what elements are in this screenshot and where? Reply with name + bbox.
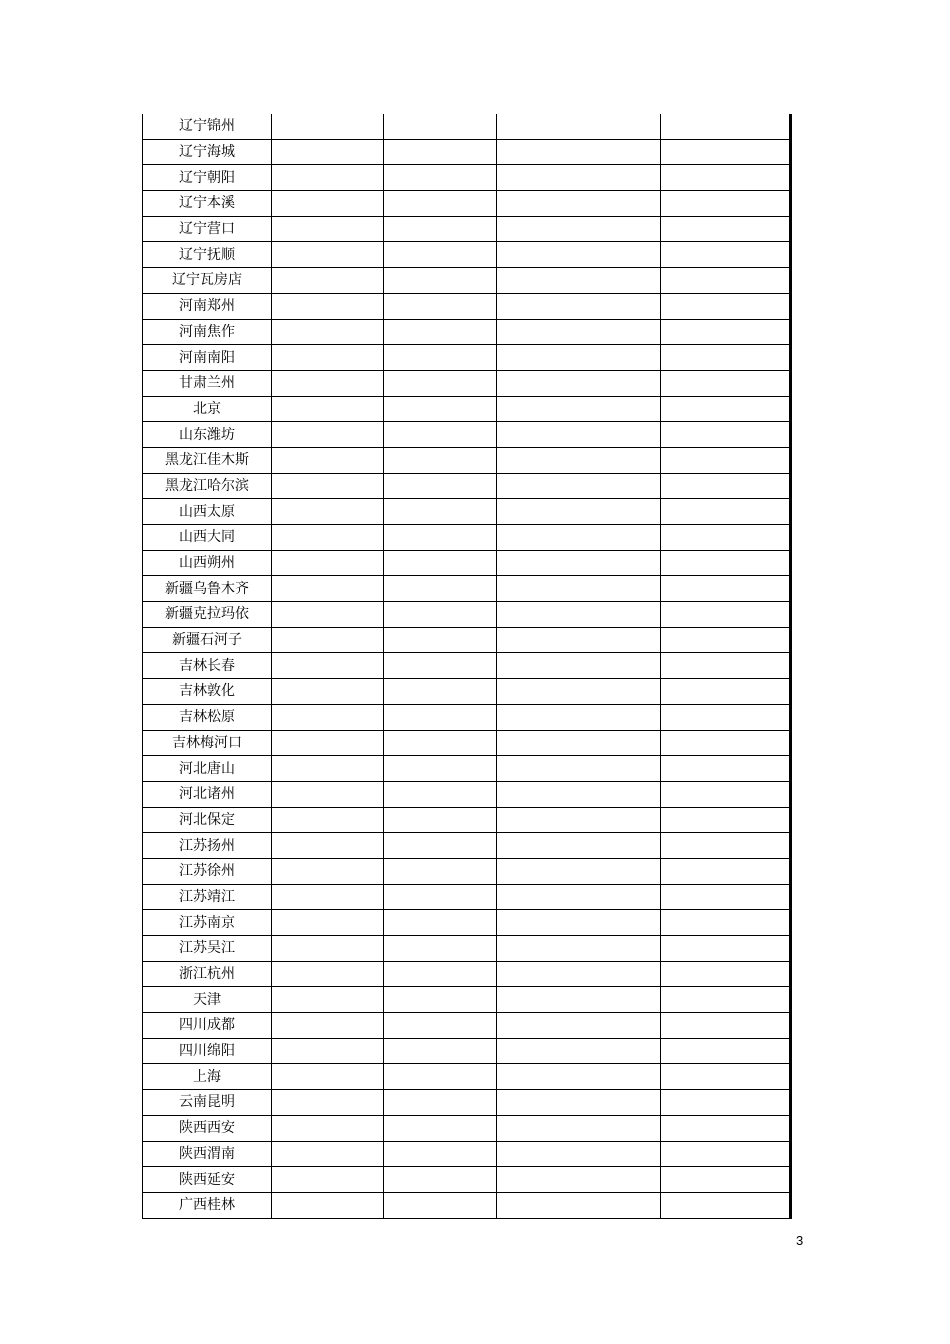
city-name-cell: 新疆石河子 <box>143 627 272 653</box>
empty-cell <box>661 447 791 473</box>
table-row <box>143 1115 791 1141</box>
city-name-cell: 江苏吴江 <box>143 936 272 962</box>
empty-cell <box>384 756 497 782</box>
table-row <box>143 473 791 499</box>
city-table-body <box>143 114 791 1218</box>
empty-cell <box>272 216 384 242</box>
empty-cell <box>497 679 661 705</box>
empty-cell <box>497 319 661 345</box>
city-name-cell: 陕西延安 <box>143 1167 272 1193</box>
empty-cell <box>272 499 384 525</box>
empty-cell <box>497 499 661 525</box>
table-row <box>143 936 791 962</box>
empty-cell <box>661 396 791 422</box>
empty-cell <box>384 1038 497 1064</box>
empty-cell <box>272 370 384 396</box>
empty-cell <box>497 602 661 628</box>
empty-cell <box>384 910 497 936</box>
empty-cell <box>497 936 661 962</box>
empty-cell <box>384 833 497 859</box>
empty-cell <box>272 242 384 268</box>
empty-cell <box>272 730 384 756</box>
city-name-cell: 北京 <box>143 396 272 422</box>
empty-cell <box>272 550 384 576</box>
empty-cell <box>497 1115 661 1141</box>
empty-cell <box>661 781 791 807</box>
empty-cell <box>272 396 384 422</box>
city-name-cell: 辽宁海城 <box>143 139 272 165</box>
table-row <box>143 370 791 396</box>
city-name-cell: 新疆乌鲁木齐 <box>143 576 272 602</box>
empty-cell <box>384 114 497 139</box>
page-number: 3 <box>796 1233 804 1248</box>
empty-cell <box>497 268 661 294</box>
city-name-cell: 江苏靖江 <box>143 884 272 910</box>
empty-cell <box>384 679 497 705</box>
city-name-cell: 陕西西安 <box>143 1115 272 1141</box>
table-row <box>143 319 791 345</box>
city-name-cell: 黑龙江佳木斯 <box>143 447 272 473</box>
empty-cell <box>661 216 791 242</box>
empty-cell <box>497 1013 661 1039</box>
city-name-cell: 辽宁抚顺 <box>143 242 272 268</box>
table-row <box>143 807 791 833</box>
empty-cell <box>661 114 791 139</box>
empty-cell <box>384 987 497 1013</box>
empty-cell <box>272 936 384 962</box>
city-name-cell: 山西大同 <box>143 525 272 551</box>
empty-cell <box>497 139 661 165</box>
empty-cell <box>272 447 384 473</box>
empty-cell <box>272 602 384 628</box>
empty-cell <box>384 525 497 551</box>
empty-cell <box>497 807 661 833</box>
empty-cell <box>497 525 661 551</box>
empty-cell <box>497 396 661 422</box>
city-name-cell: 上海 <box>143 1064 272 1090</box>
empty-cell <box>661 679 791 705</box>
city-name-cell: 河南郑州 <box>143 293 272 319</box>
empty-cell <box>384 704 497 730</box>
table-row <box>143 679 791 705</box>
empty-cell <box>661 987 791 1013</box>
table-row <box>143 910 791 936</box>
empty-cell <box>497 884 661 910</box>
empty-cell <box>384 730 497 756</box>
table-row <box>143 396 791 422</box>
table-row <box>143 576 791 602</box>
city-name-cell: 四川成都 <box>143 1013 272 1039</box>
table-row <box>143 781 791 807</box>
empty-cell <box>384 1141 497 1167</box>
empty-cell <box>497 370 661 396</box>
empty-cell <box>272 1141 384 1167</box>
empty-cell <box>497 293 661 319</box>
empty-cell <box>661 1115 791 1141</box>
empty-cell <box>272 884 384 910</box>
city-name-cell: 甘肃兰州 <box>143 370 272 396</box>
empty-cell <box>384 319 497 345</box>
city-name-cell: 河北诸州 <box>143 781 272 807</box>
empty-cell <box>272 1090 384 1116</box>
table-row <box>143 499 791 525</box>
empty-cell <box>661 1090 791 1116</box>
empty-cell <box>272 114 384 139</box>
empty-cell <box>661 576 791 602</box>
table-row <box>143 268 791 294</box>
table-row <box>143 525 791 551</box>
empty-cell <box>661 319 791 345</box>
table-row <box>143 242 791 268</box>
table-row <box>143 704 791 730</box>
empty-cell <box>661 191 791 217</box>
empty-cell <box>384 1064 497 1090</box>
empty-cell <box>272 961 384 987</box>
empty-cell <box>272 833 384 859</box>
empty-cell <box>497 730 661 756</box>
table-row <box>143 1090 791 1116</box>
empty-cell <box>497 987 661 1013</box>
table-row <box>143 114 791 139</box>
empty-cell <box>384 242 497 268</box>
empty-cell <box>384 345 497 371</box>
empty-cell <box>661 833 791 859</box>
empty-cell <box>272 653 384 679</box>
empty-cell <box>497 1090 661 1116</box>
empty-cell <box>497 756 661 782</box>
city-name-cell: 江苏扬州 <box>143 833 272 859</box>
table-row <box>143 602 791 628</box>
city-name-cell: 浙江杭州 <box>143 961 272 987</box>
empty-cell <box>661 936 791 962</box>
empty-cell <box>661 858 791 884</box>
city-name-cell: 广西桂林 <box>143 1192 272 1218</box>
empty-cell <box>272 293 384 319</box>
empty-cell <box>272 1167 384 1193</box>
empty-cell <box>497 704 661 730</box>
city-name-cell: 四川绵阳 <box>143 1038 272 1064</box>
empty-cell <box>497 1038 661 1064</box>
table-row <box>143 345 791 371</box>
empty-cell <box>272 781 384 807</box>
table-row <box>143 1167 791 1193</box>
empty-cell <box>661 653 791 679</box>
empty-cell <box>272 756 384 782</box>
empty-cell <box>497 1064 661 1090</box>
empty-cell <box>384 1013 497 1039</box>
empty-cell <box>272 910 384 936</box>
empty-cell <box>272 1038 384 1064</box>
city-name-cell: 辽宁朝阳 <box>143 165 272 191</box>
empty-cell <box>661 293 791 319</box>
empty-cell <box>661 345 791 371</box>
table-row <box>143 447 791 473</box>
empty-cell <box>497 627 661 653</box>
table-row <box>143 293 791 319</box>
empty-cell <box>497 191 661 217</box>
empty-cell <box>661 602 791 628</box>
empty-cell <box>497 473 661 499</box>
empty-cell <box>384 627 497 653</box>
table-row <box>143 858 791 884</box>
empty-cell <box>384 165 497 191</box>
empty-cell <box>272 191 384 217</box>
city-name-cell: 辽宁本溪 <box>143 191 272 217</box>
empty-cell <box>384 961 497 987</box>
city-name-cell: 吉林长春 <box>143 653 272 679</box>
city-name-cell: 天津 <box>143 987 272 1013</box>
city-name-cell: 江苏南京 <box>143 910 272 936</box>
empty-cell <box>384 1090 497 1116</box>
empty-cell <box>272 987 384 1013</box>
empty-cell <box>497 165 661 191</box>
empty-cell <box>661 242 791 268</box>
table-row <box>143 653 791 679</box>
city-name-cell: 黑龙江哈尔滨 <box>143 473 272 499</box>
empty-cell <box>497 833 661 859</box>
empty-cell <box>661 1038 791 1064</box>
table-row <box>143 1064 791 1090</box>
empty-cell <box>384 653 497 679</box>
table-row <box>143 165 791 191</box>
empty-cell <box>497 447 661 473</box>
empty-cell <box>272 139 384 165</box>
empty-cell <box>384 396 497 422</box>
city-name-cell: 河南南阳 <box>143 345 272 371</box>
empty-cell <box>384 550 497 576</box>
empty-cell <box>497 242 661 268</box>
empty-cell <box>384 602 497 628</box>
empty-cell <box>384 499 497 525</box>
empty-cell <box>661 473 791 499</box>
empty-cell <box>272 807 384 833</box>
empty-cell <box>497 910 661 936</box>
empty-cell <box>272 268 384 294</box>
empty-cell <box>384 1192 497 1218</box>
empty-cell <box>384 473 497 499</box>
table-row <box>143 216 791 242</box>
table-row <box>143 1013 791 1039</box>
city-name-cell: 辽宁营口 <box>143 216 272 242</box>
empty-cell <box>661 704 791 730</box>
city-name-cell: 吉林敦化 <box>143 679 272 705</box>
empty-cell <box>661 268 791 294</box>
empty-cell <box>661 550 791 576</box>
city-name-cell: 吉林松原 <box>143 704 272 730</box>
empty-cell <box>272 525 384 551</box>
empty-cell <box>272 165 384 191</box>
empty-cell <box>384 858 497 884</box>
empty-cell <box>497 961 661 987</box>
empty-cell <box>384 216 497 242</box>
empty-cell <box>661 139 791 165</box>
empty-cell <box>384 191 497 217</box>
empty-cell <box>661 422 791 448</box>
table-row <box>143 627 791 653</box>
empty-cell <box>272 627 384 653</box>
table-row <box>143 422 791 448</box>
table-row <box>143 833 791 859</box>
city-name-cell: 山西太原 <box>143 499 272 525</box>
empty-cell <box>661 756 791 782</box>
empty-cell <box>497 345 661 371</box>
table-row <box>143 550 791 576</box>
empty-cell <box>272 1013 384 1039</box>
empty-cell <box>497 1167 661 1193</box>
city-name-cell: 新疆克拉玛依 <box>143 602 272 628</box>
empty-cell <box>272 679 384 705</box>
city-name-cell: 山西朔州 <box>143 550 272 576</box>
table-row <box>143 139 791 165</box>
empty-cell <box>497 550 661 576</box>
empty-cell <box>272 576 384 602</box>
table-row <box>143 961 791 987</box>
empty-cell <box>384 447 497 473</box>
empty-cell <box>384 1167 497 1193</box>
table-row <box>143 1141 791 1167</box>
empty-cell <box>661 370 791 396</box>
empty-cell <box>661 730 791 756</box>
city-name-cell: 河北保定 <box>143 807 272 833</box>
table-row <box>143 987 791 1013</box>
empty-cell <box>497 781 661 807</box>
table-row <box>143 730 791 756</box>
empty-cell <box>272 858 384 884</box>
empty-cell <box>661 1141 791 1167</box>
empty-cell <box>384 268 497 294</box>
empty-cell <box>384 139 497 165</box>
empty-cell <box>497 114 661 139</box>
empty-cell <box>272 422 384 448</box>
empty-cell <box>384 807 497 833</box>
empty-cell <box>661 910 791 936</box>
empty-cell <box>661 165 791 191</box>
empty-cell <box>384 884 497 910</box>
empty-cell <box>661 1013 791 1039</box>
table-row <box>143 884 791 910</box>
table-row <box>143 191 791 217</box>
city-name-cell: 云南昆明 <box>143 1090 272 1116</box>
empty-cell <box>661 499 791 525</box>
table-row <box>143 756 791 782</box>
empty-cell <box>661 1064 791 1090</box>
table-row <box>143 1038 791 1064</box>
empty-cell <box>497 653 661 679</box>
empty-cell <box>384 936 497 962</box>
empty-cell <box>384 781 497 807</box>
empty-cell <box>661 1192 791 1218</box>
empty-cell <box>384 293 497 319</box>
empty-cell <box>661 884 791 910</box>
empty-cell <box>497 858 661 884</box>
city-name-cell: 辽宁锦州 <box>143 114 272 139</box>
city-name-cell: 河南焦作 <box>143 319 272 345</box>
empty-cell <box>661 807 791 833</box>
empty-cell <box>384 370 497 396</box>
empty-cell <box>661 1167 791 1193</box>
city-name-cell: 河北唐山 <box>143 756 272 782</box>
empty-cell <box>661 525 791 551</box>
empty-cell <box>272 473 384 499</box>
empty-cell <box>384 576 497 602</box>
city-name-cell: 江苏徐州 <box>143 858 272 884</box>
table-row <box>143 1192 791 1218</box>
empty-cell <box>272 1192 384 1218</box>
empty-cell <box>661 627 791 653</box>
city-name-cell: 陕西渭南 <box>143 1141 272 1167</box>
city-name-cell: 辽宁瓦房店 <box>143 268 272 294</box>
empty-cell <box>272 1064 384 1090</box>
empty-cell <box>272 704 384 730</box>
city-table <box>142 114 792 1219</box>
empty-cell <box>384 422 497 448</box>
empty-cell <box>272 1115 384 1141</box>
empty-cell <box>497 422 661 448</box>
empty-cell <box>384 1115 497 1141</box>
empty-cell <box>497 216 661 242</box>
empty-cell <box>272 345 384 371</box>
city-name-cell: 吉林梅河口 <box>143 730 272 756</box>
empty-cell <box>497 1192 661 1218</box>
empty-cell <box>661 961 791 987</box>
empty-cell <box>497 576 661 602</box>
city-name-cell: 山东潍坊 <box>143 422 272 448</box>
empty-cell <box>497 1141 661 1167</box>
empty-cell <box>272 319 384 345</box>
